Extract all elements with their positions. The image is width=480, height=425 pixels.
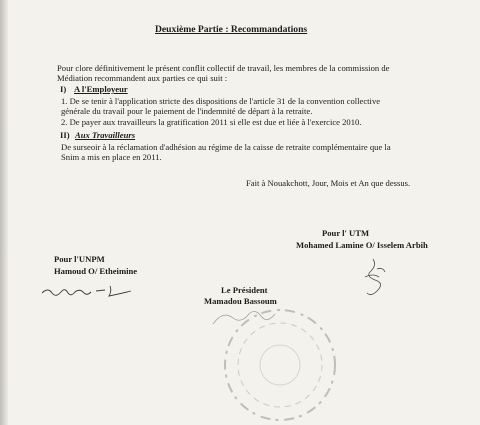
section1-item1-line1: 1. De se tenir à l'application stricte des dispositions de l'article 31 de la convention collective	[61, 96, 381, 106]
section1-item1-line2: générale du travail pour le paiement de l'indemnité de départ à la retraite.	[61, 106, 313, 116]
intro-line-2: Médiation recommandent aux parties ce qui suit :	[57, 73, 228, 83]
utm-label: Pour l' UTM	[322, 228, 370, 238]
section2-marker: II)	[60, 130, 70, 140]
section1-marker: I)	[60, 84, 67, 94]
president-label: Le Président	[221, 285, 268, 295]
utm-name: Mohamed Lamine O/ Isselem Arbih	[296, 240, 428, 250]
unpm-name: Hamoud O/ Etheimine	[54, 266, 138, 276]
scan-edge-shadow	[0, 0, 8, 425]
president-name: Mamadou Bassoum	[204, 296, 277, 306]
document-title: Deuxième Partie : Recommandations	[155, 24, 308, 35]
section2-line1: De surseoir à la réclamation d'adhésion au régime de la caisse de retraite complémentaire que la	[61, 142, 391, 152]
section2-line2: Snim a mis en place en 2011.	[61, 152, 162, 162]
intro-line-1: Pour clore définitivement le présent conflit collectif de travail, les membres de la commission de	[57, 63, 390, 73]
section2-heading: Aux Travailleurs	[75, 130, 136, 140]
official-stamp	[215, 305, 345, 425]
utm-signature	[355, 255, 395, 305]
section1-heading: A l'Employeur	[74, 84, 128, 94]
section1-item2: 2. De payer aux travailleurs la gratification 2011 si elle est due et liée à l'exercice 2010.	[61, 117, 362, 127]
closing-line: Fait à Nouakchott, Jour, Mois et An que dessus.	[246, 178, 411, 188]
unpm-signature	[40, 280, 140, 300]
unpm-label: Pour l'UNPM	[54, 254, 105, 264]
